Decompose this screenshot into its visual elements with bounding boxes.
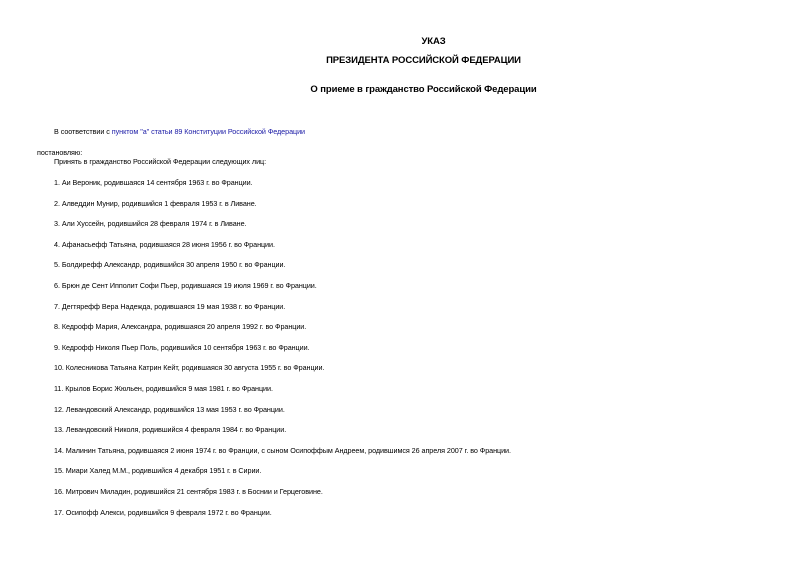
document-issuer: ПРЕЗИДЕНТА РОССИЙСКОЙ ФЕДЕРАЦИИ: [326, 55, 521, 66]
document-heading: УКАЗ: [421, 36, 446, 47]
list-item: 1. Аи Вероник, родившаяся 14 сентября 1963 г. во Франции.: [54, 178, 253, 187]
list-item: 4. Афанасьефф Татьяна, родившаяся 28 июня 1956 г. во Франции.: [54, 239, 275, 249]
constitution-link[interactable]: пунктом "а" статьи 89 Конституции Российской Федерации: [111, 127, 306, 136]
list-item: 3. Али Хуссейн, родившийся 28 февраля 1974 г. в Ливане.: [54, 219, 247, 229]
list-item: 6. Брюн де Сент Ипполит Софи Пьер, родившаяся 19 июля 1969 г. во Франции.: [54, 280, 317, 290]
document-subject: О приеме в гражданство Российской Федерации: [310, 84, 537, 95]
accept-line: Принять в гражданство Российской Федерации следующих лиц:: [54, 157, 267, 166]
intro-paragraph: [54, 127, 305, 136]
list-item: 16. Митрович Миладин, родившийся 21 сентября 1983 г. в Боснии и Герцеговине.: [54, 486, 323, 496]
list-item: 15. Миари Халед М.М., родившийся 4 декабря 1951 г. в Сирии.: [54, 466, 262, 476]
citizen-list: [54, 178, 511, 528]
intro-prefix: В соответствии с: [54, 127, 112, 136]
list-item: 10. Колесникова Татьяна Катрин Кейт, родившаяся 30 августа 1955 г. во Франции.: [54, 363, 325, 373]
list-item: 5. Болдирефф Александр, родившийся 30 апреля 1950 г. во Франции.: [54, 260, 286, 270]
list-item: 14. Малинин Татьяна, родившаяся 2 июня 1974 г. во Франции, с сыном Осипоффым Андреем, родившимся 26 апреля 2007 г. во Франции.: [54, 445, 511, 455]
list-item: 11. Крылов Борис Жюльен, родившийся 9 мая 1981 г. во Франции.: [54, 383, 273, 393]
list-item: 12. Левандовский Александр, родившийся 13 мая 1953 г. во Франции.: [54, 404, 285, 414]
list-item: 9. Кедрофф Николя Пьер Поль, родившийся 10 сентября 1963 г. во Франции.: [54, 342, 310, 352]
list-item: 2. Алведдин Мунир, родившийся 1 февраля 1953 г. в Ливане.: [54, 198, 257, 208]
list-item: 7. Дегтярефф Вера Надежда, родившаяся 19 мая 1938 г. во Франции.: [54, 301, 286, 311]
list-item: 17. Осипофф Алекси, родившийся 9 февраля 1972 г. во Франции.: [54, 507, 272, 517]
list-item: 8. Кедрофф Мария, Александра, родившаяся 20 апреля 1992 г. во Франции.: [54, 322, 307, 332]
list-item: 13. Левандовский Николя, родившийся 4 февраля 1984 г. во Франции.: [54, 425, 287, 435]
decree-word: постановляю:: [37, 148, 83, 157]
